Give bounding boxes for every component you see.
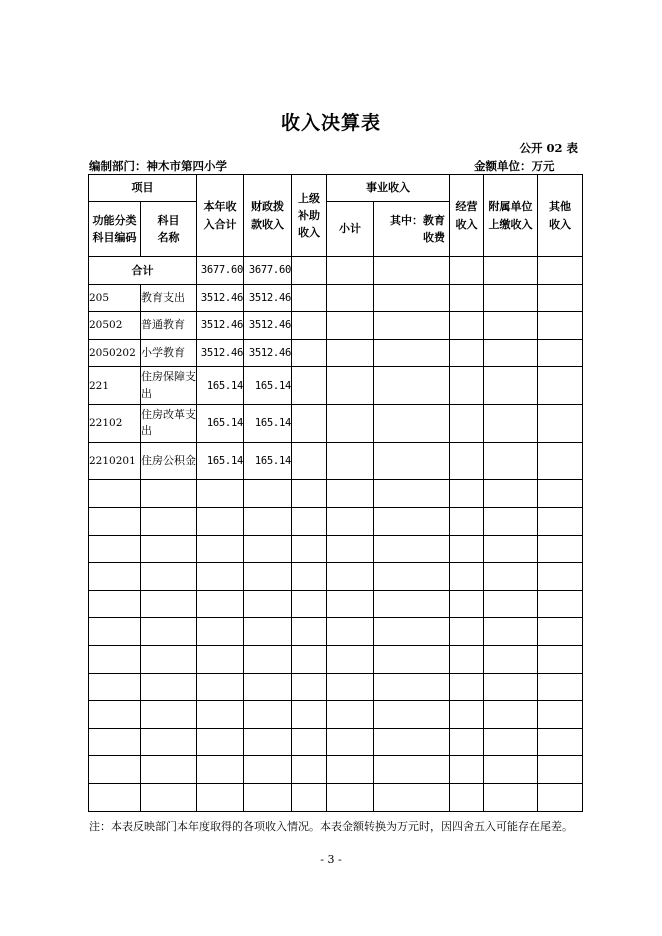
table-row xyxy=(89,339,583,367)
row-total: 3512.46 xyxy=(197,284,244,312)
header-operating: 经营 收入 xyxy=(450,175,484,257)
row-name: 住房保障支出 xyxy=(141,367,197,405)
empty-row xyxy=(89,618,583,646)
row-fiscal: 3512.46 xyxy=(244,312,292,340)
empty-row xyxy=(89,480,583,508)
header-subject-name: 科目 名称 xyxy=(141,202,197,257)
footnote: 注：本表反映部门本年度取得的各项收入情况。本表金额转换为万元时，因四舍五入可能存在尾差。 xyxy=(89,820,573,833)
total-row xyxy=(89,257,583,285)
empty-row xyxy=(89,756,583,784)
row-code: 2050202 xyxy=(89,339,141,367)
empty-row xyxy=(89,590,583,618)
row-code: 2210201 xyxy=(89,442,141,480)
header-other: 其他 收入 xyxy=(538,175,583,257)
row-name: 住房改革支出 xyxy=(141,405,197,443)
row-total: 165.14 xyxy=(197,442,244,480)
department-label: 编制部门：神木市第四小学 xyxy=(89,159,227,173)
row-code: 205 xyxy=(89,284,141,312)
empty-row xyxy=(89,646,583,674)
header-item: 项目 xyxy=(89,175,197,202)
row-name: 普通教育 xyxy=(141,312,197,340)
table-row xyxy=(89,312,583,340)
header-education-fee: 其中：教育 收费 xyxy=(374,202,450,257)
row-total: 3512.46 xyxy=(197,339,244,367)
total-label: 合计 xyxy=(89,257,197,285)
empty-row xyxy=(89,701,583,729)
row-total: 165.14 xyxy=(197,405,244,443)
row-name: 住房公积金 xyxy=(141,442,197,480)
header-function-code: 功能分类 科目编码 xyxy=(89,202,141,257)
row-fiscal: 165.14 xyxy=(244,367,292,405)
header-total: 本年收 入合计 xyxy=(197,175,244,257)
row-total: 165.14 xyxy=(197,367,244,405)
income-table xyxy=(88,174,583,812)
page-title: 收入决算表 xyxy=(280,112,381,134)
row-fiscal: 3512.46 xyxy=(244,339,292,367)
row-fiscal: 165.14 xyxy=(244,442,292,480)
table-row xyxy=(89,442,583,480)
table-row xyxy=(89,284,583,312)
total-income: 3677.60 xyxy=(197,257,244,285)
form-number: 公开 02 表 xyxy=(519,141,578,155)
row-code: 20502 xyxy=(89,312,141,340)
row-fiscal: 165.14 xyxy=(244,405,292,443)
empty-row xyxy=(89,728,583,756)
row-name: 教育支出 xyxy=(141,284,197,312)
header-subtotal: 小计 xyxy=(327,202,374,257)
table-row xyxy=(89,367,583,405)
page-number: - 3 - xyxy=(320,853,342,866)
total-fiscal: 3677.60 xyxy=(244,257,292,285)
empty-row xyxy=(89,508,583,536)
empty-row xyxy=(89,673,583,701)
row-code: 221 xyxy=(89,367,141,405)
header-attached: 附属单位 上缴收入 xyxy=(484,175,538,257)
row-total: 3512.46 xyxy=(197,312,244,340)
header-career-income: 事业收入 xyxy=(327,175,450,202)
header-fiscal: 财政拨 款收入 xyxy=(244,175,292,257)
empty-row xyxy=(89,563,583,591)
row-name: 小学教育 xyxy=(141,339,197,367)
empty-row xyxy=(89,783,583,811)
empty-row xyxy=(89,535,583,563)
table-row xyxy=(89,405,583,443)
row-code: 22102 xyxy=(89,405,141,443)
header-upper-subsidy: 上级 补助 收入 xyxy=(292,175,327,257)
row-fiscal: 3512.46 xyxy=(244,284,292,312)
amount-unit-label: 金额单位：万元 xyxy=(474,159,555,173)
